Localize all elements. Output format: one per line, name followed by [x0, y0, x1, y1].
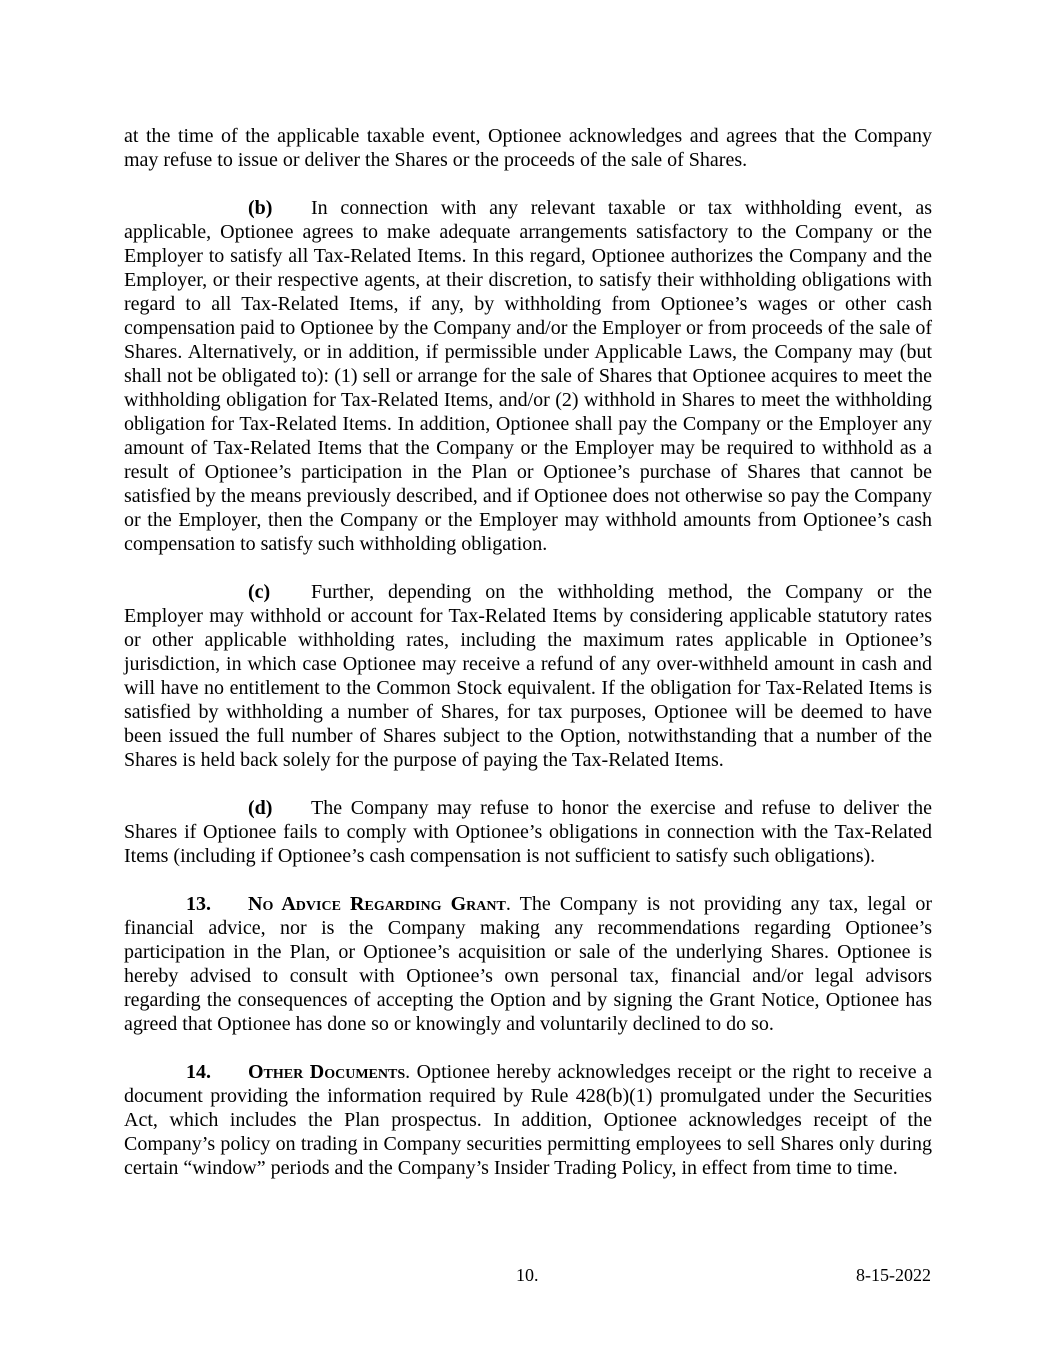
- document-page: [124, 124, 932, 1204]
- subsection-c-label: (c): [248, 581, 271, 603]
- section-13: 13. No Advice Regarding Grant. The Company is not providing any tax, legal or financial advice, nor is the Company making any recommendations regarding Optionee’s participation in the Plan, or Optionee’s acquisition or sale of the underlying Shares. Optionee is hereby advised to consult with Optionee’s own personal tax, financial and/or legal advisors regarding the consequences of accepting the Option and by signing the Grant Notice, Optionee has agreed that Optionee has done so or knowingly and voluntarily declined to do so.: [124, 893, 933, 1035]
- page-number: 10.: [516, 1265, 539, 1285]
- section-14: 14. Other Documents. Optionee hereby acknowledges receipt or the right to receive a document providing the information required by Rule 428(b)(1) promulgated under the Securities Act, which includes the Plan prospectus. In addition, Optionee acknowledges receipt of the Company’s policy on trading in Company securities permitting employees to sell Shares only during certain “window” periods and the Company’s Insider Trading Policy, in effect from time to time.: [124, 1061, 933, 1179]
- subsection-d-label: (d): [248, 797, 273, 819]
- subsection-b-text: In connection with any relevant taxable or tax withholding event, as applicable, Optionee agrees to make adequate arrangements satisfactory to the Company or the Employer to satisfy all Tax-Related Items. In this regard, Optionee authorizes the Company and the Employer, or their respective agents, at their discretion, to satisfy their withholding obligations with regard to all Tax-Related Items, if any, by withholding from Optionee’s wages or other cash compensation paid to Optionee by the Company and/or the Employer or from proceeds of the sale of Shares. Alternatively, or in addition, if permissible under Applicable Laws, the Company may (but shall not be obligated to): (1) sell or arrange for the sale of Shares that Optionee acquires to meet the withholding obligation for Tax-Related Items, and/or (2) withhold in Shares to meet the withholding obligation for Tax-Related Items. In addition, Optionee shall pay the Company or the Employer any amount of Tax-Related Items that the Company or the Employer may be required to withhold as a result of Optionee’s participation in the Plan or Optionee’s purchase of Shares that cannot be satisfied by the means previously described, and if Optionee does not otherwise so pay the Company or the Employer, then the Company or the Employer may withhold amounts from Optionee’s cash compensation to satisfy such withholding obligation.: [124, 197, 932, 555]
- section-13-heading: No Advice Regarding Grant: [248, 893, 506, 915]
- section-14-number: 14.: [186, 1061, 211, 1083]
- subsection-b-label: (b): [248, 197, 273, 219]
- section-13-text: The Company is not providing any tax, legal or financial advice, nor is the Company making any recommendations regarding Optionee’s participation in the Plan, or Optionee’s acquisition or sale of the underlying Shares. Optionee is hereby advised to consult with Optionee’s own personal tax, financial and/or legal advisors regarding the consequences of accepting the Option and by signing the Grant Notice, Optionee has agreed that Optionee has done so or knowingly and voluntarily declined to do so.: [124, 893, 933, 1035]
- section-13-number: 13.: [186, 893, 211, 915]
- footer-date: 8-15-2022: [856, 1265, 931, 1285]
- subsection-c: [124, 580, 932, 772]
- section-14-text: Optionee hereby acknowledges receipt or the right to receive a document providing the information required by Rule 428(b)(1) promulgated under the Securities Act, which includes the Plan prospectus. In addition, Optionee acknowledges receipt of the Company’s policy on trading in Company securities permitting employees to sell Shares only during certain “window” periods and the Company’s Insider Trading Policy, in effect from time to time.: [124, 1061, 933, 1179]
- page-footer: [0, 1263, 1055, 1287]
- subsection-b: [124, 196, 932, 556]
- subsection-d-text: The Company may refuse to honor the exercise and refuse to deliver the Shares if Optionee fails to comply with Optionee’s obligations in connection with the Tax-Related Items (including if Optionee’s cash compensation is not sufficient to satisfy such obligations).: [124, 797, 932, 867]
- section-14-heading: Other Documents: [248, 1061, 406, 1083]
- subsection-d: [124, 796, 932, 868]
- continuation-text: at the time of the applicable taxable event, Optionee acknowledges and agrees that the Company may refuse to issue or deliver the Shares or the proceeds of the sale of Shares.: [124, 125, 932, 171]
- continuation-paragraph: [124, 124, 932, 172]
- subsection-c-text: Further, depending on the withholding method, the Company or the Employer may withhold or account for Tax-Related Items by considering applicable statutory rates or other applicable withholding rates, including the maximum rates applicable in Optionee’s jurisdiction, in which case Optionee may receive a refund of any over-withheld amount in cash and will have no entitlement to the Common Stock equivalent. If the obligation for Tax-Related Items is satisfied by withholding a number of Shares, for tax purposes, Optionee will be deemed to have been issued the full number of Shares subject to the Option, notwithstanding that a number of the Shares is held back solely for the purpose of paying the Tax-Related Items.: [124, 581, 932, 771]
